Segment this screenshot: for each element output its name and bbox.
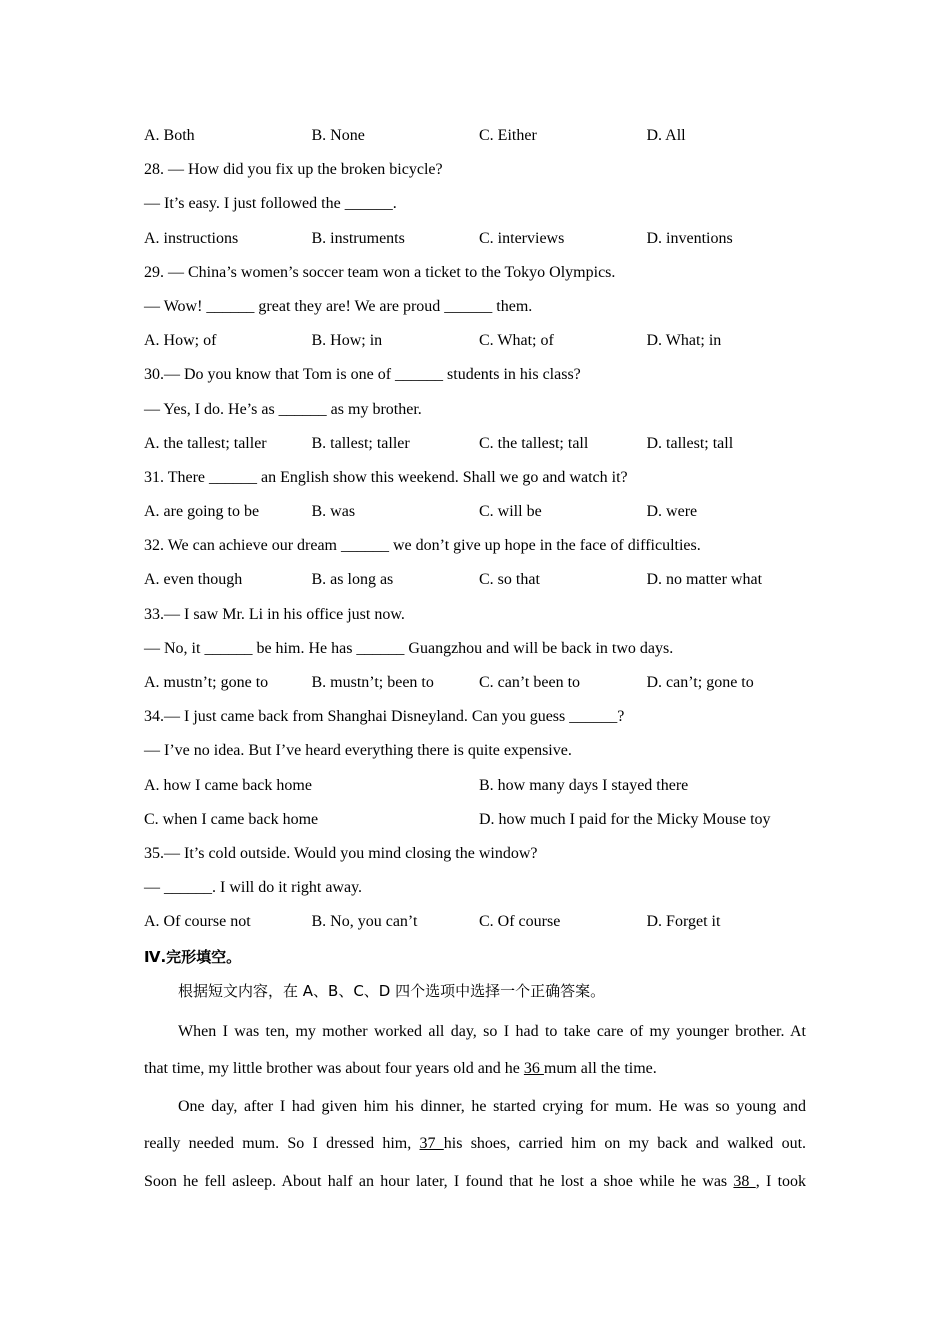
q32-option-a: A. even though xyxy=(144,571,243,589)
q30-option-c: C. the tallest; tall xyxy=(479,434,589,452)
q33-option-d: D. can’t; gone to xyxy=(646,674,754,691)
q34-option-c: C. when I came back home xyxy=(144,810,319,828)
q32-options xyxy=(144,568,806,602)
q29-options xyxy=(144,329,806,363)
passage-p2-line3 xyxy=(144,1163,806,1201)
q27-option-d: D. All xyxy=(646,127,686,144)
q33-option-b: B. mustn’t; been to xyxy=(311,674,434,691)
q27-options xyxy=(144,124,806,158)
q34-option-b: B. how many days I stayed there xyxy=(479,776,689,794)
q29-option-c: C. What; of xyxy=(479,332,554,350)
section-4-instruction: 根据短文内容，在 A、B、C、D 四个选项中选择一个正确答案。 xyxy=(178,981,606,1000)
q30-option-b: B. tallest; taller xyxy=(311,434,410,452)
q28-option-c: C. interviews xyxy=(479,229,565,247)
passage-p2c-text-post: , I took xyxy=(755,1172,807,1190)
q31-option-d: D. were xyxy=(646,503,698,521)
q32-question: 32. We can achieve our dream ______ we don’t give up hope in the face of difficulties. xyxy=(144,537,701,555)
q33-options xyxy=(144,671,806,705)
q30-question: 30.— Do you know that Tom is one of ______ students in his class? xyxy=(144,366,581,384)
passage-paragraph-2 xyxy=(144,1088,806,1201)
blank-37: 37 xyxy=(419,1135,444,1153)
q31-option-a: A. are going to be xyxy=(144,503,260,521)
passage-p1-text-pre: that time, my little brother was about four years old and he xyxy=(144,1060,524,1078)
q29-question: 29. — China’s women’s soccer team won a ticket to the Tokyo Olympics. xyxy=(144,263,616,281)
passage-p2-line1: One day, after I had given him his dinner, he started crying for mum. He was so young and xyxy=(178,1097,806,1115)
blank-36: 36 xyxy=(523,1060,544,1078)
q29-answer: — Wow! ______ great they are! We are proud ______ them. xyxy=(144,297,533,315)
q34-answer: — I’ve no idea. But I’ve heard everything there is quite expensive. xyxy=(144,742,572,760)
q31-question: 31. There ______ an English show this weekend. Shall we go and watch it? xyxy=(144,468,628,486)
passage-p2-text-post: his shoes, carried him on my back and walked out. xyxy=(443,1135,807,1153)
q34-options-row1 xyxy=(144,774,806,808)
q28-option-b: B. instruments xyxy=(311,229,405,247)
q28-options xyxy=(144,227,806,261)
q31-option-b: B. was xyxy=(311,503,356,521)
q28-question: 28. — How did you fix up the broken bicycle? xyxy=(144,161,443,179)
q35-option-a: A. Of course not xyxy=(144,913,251,931)
q33-answer: — No, it ______ be him. He has ______ Guangzhou and will be back in two days. xyxy=(144,639,674,657)
passage-p1-text-post: mum all the time. xyxy=(543,1060,657,1078)
section-4-title: Ⅳ.完形填空。 xyxy=(144,947,242,966)
q33-option-c: C. can’t been to xyxy=(479,674,581,691)
q31-options xyxy=(144,500,806,534)
q35-option-d: D. Forget it xyxy=(646,913,721,931)
q28-answer: — It’s easy. I just followed the ______. xyxy=(144,195,397,213)
passage-p2-line2 xyxy=(144,1125,806,1163)
q29-option-a: A. How; of xyxy=(144,332,217,350)
q35-option-c: C. Of course xyxy=(479,913,561,931)
q35-options xyxy=(144,910,806,944)
q28-option-a: A. instructions xyxy=(144,229,239,247)
blank-38: 38 xyxy=(733,1172,756,1190)
q30-options xyxy=(144,432,806,466)
q33-option-a: A. mustn’t; gone to xyxy=(144,674,269,691)
exam-content xyxy=(144,124,806,1200)
q27-option-c: C. Either xyxy=(479,127,537,144)
passage-paragraph-1 xyxy=(144,1013,806,1088)
q34-option-d: D. how much I paid for the Micky Mouse toy xyxy=(479,810,771,828)
q27-option-b: B. None xyxy=(311,127,365,144)
q35-answer: — ______. I will do it right away. xyxy=(144,879,363,897)
q31-option-c: C. will be xyxy=(479,503,542,521)
q33-question: 33.— I saw Mr. Li in his office just now. xyxy=(144,605,405,623)
q27-option-a: A. Both xyxy=(144,127,195,144)
q29-option-b: B. How; in xyxy=(311,332,383,350)
passage-p2c-text-pre: Soon he fell asleep. About half an hour later, I found that he lost a shoe while he was xyxy=(144,1172,734,1190)
q28-option-d: D. inventions xyxy=(646,229,733,247)
passage-p1-line2 xyxy=(144,1050,806,1088)
q30-option-d: D. tallest; tall xyxy=(646,434,734,452)
q35-option-b: B. No, you can’t xyxy=(311,913,418,931)
q30-option-a: A. the tallest; taller xyxy=(144,434,267,452)
q34-question: 34.— I just came back from Shanghai Disneyland. Can you guess ______? xyxy=(144,708,625,726)
q29-option-d: D. What; in xyxy=(646,332,722,350)
q32-option-c: C. so that xyxy=(479,571,540,589)
q34-options-row2 xyxy=(144,808,806,842)
q30-answer: — Yes, I do. He’s as ______ as my brother. xyxy=(144,400,422,418)
q32-option-d: D. no matter what xyxy=(646,571,763,589)
passage-p1-line1: When I was ten, my mother worked all day, so I had to take care of my younger brother. At xyxy=(178,1022,806,1040)
passage-p2-text-pre: really needed mum. So I dressed him, xyxy=(144,1135,420,1153)
q35-question: 35.— It’s cold outside. Would you mind closing the window? xyxy=(144,844,538,862)
q34-option-a: A. how I came back home xyxy=(144,776,312,794)
q32-option-b: B. as long as xyxy=(311,571,394,589)
